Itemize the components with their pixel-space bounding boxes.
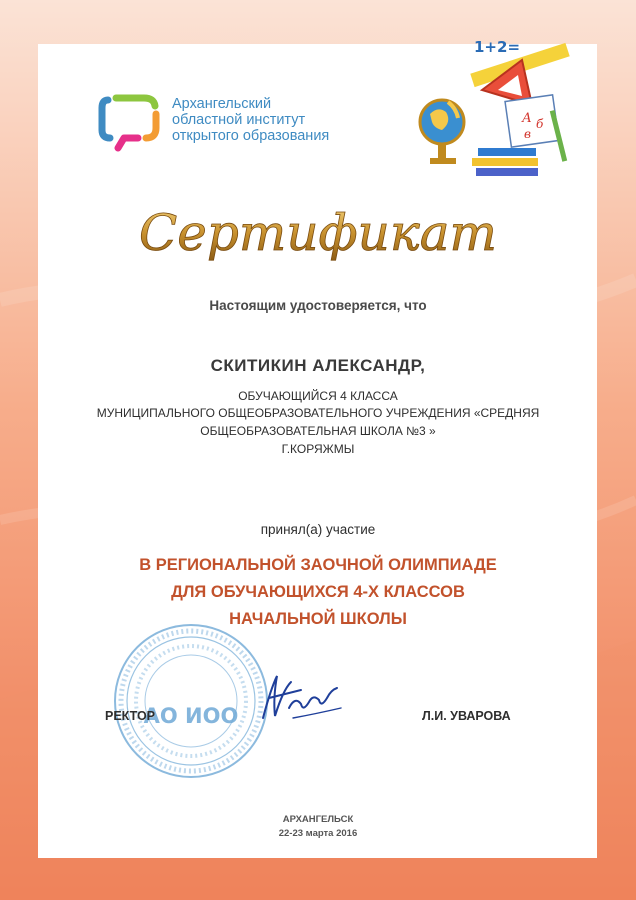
recipient-school-line2: ОБЩЕОБРАЗОВАТЕЛЬНАЯ ШКОЛА №3 » [200,424,436,438]
recipient-name: СКИТИКИН АЛЕКСАНДР, [210,356,426,375]
rector-label: РЕКТОР [105,709,155,723]
letter-v: в [524,127,531,141]
institute-name-line1: Архангельский [172,96,272,112]
institute-logo-icon [98,94,162,152]
certificate-title [90,190,546,270]
recipient-city: Г.КОРЯЖМЫ [281,442,355,456]
event-line3: НАЧАЛЬНОЙ ШКОЛЫ [229,610,407,628]
issue-city: АРХАНГЕЛЬСК [282,814,354,825]
confirm-text: Настоящим удостоверяется, что [209,298,427,313]
recipient-grade: ОБУЧАЮЩИЙСЯ 4 КЛАССА [238,389,398,403]
institute-name [172,96,402,144]
institute-name-line3: открытого образования [172,128,330,144]
event-line1: В РЕГИОНАЛЬНОЙ ЗАОЧНОЙ ОЛИМПИАДЕ [139,556,497,574]
stamp-text: АО ИОО [143,704,239,728]
issue-date: 22-23 марта 2016 [278,828,358,839]
letter-b: б [536,117,544,131]
formula-text: 1+2= [474,38,521,56]
recipient-school-line1: МУНИЦИПАЛЬНОГО ОБЩЕОБРАЗОВАТЕЛЬНОГО УЧРЕЖДЕНИЯ «СРЕДНЯЯ [96,406,540,420]
rector-name: Л.И. УВАРОВА [422,709,511,723]
school-supplies-illustration [412,30,582,200]
participation-label: принял(а) участие [260,522,376,537]
event-line2: ДЛЯ ОБУЧАЮЩИХСЯ 4-Х КЛАССОВ [171,583,465,601]
certificate-title-text: Сертификат [139,204,497,262]
institute-name-line2: областной институт [172,112,306,128]
rector-signature [255,668,345,726]
letter-a: А [522,111,532,126]
official-stamp [112,622,270,780]
